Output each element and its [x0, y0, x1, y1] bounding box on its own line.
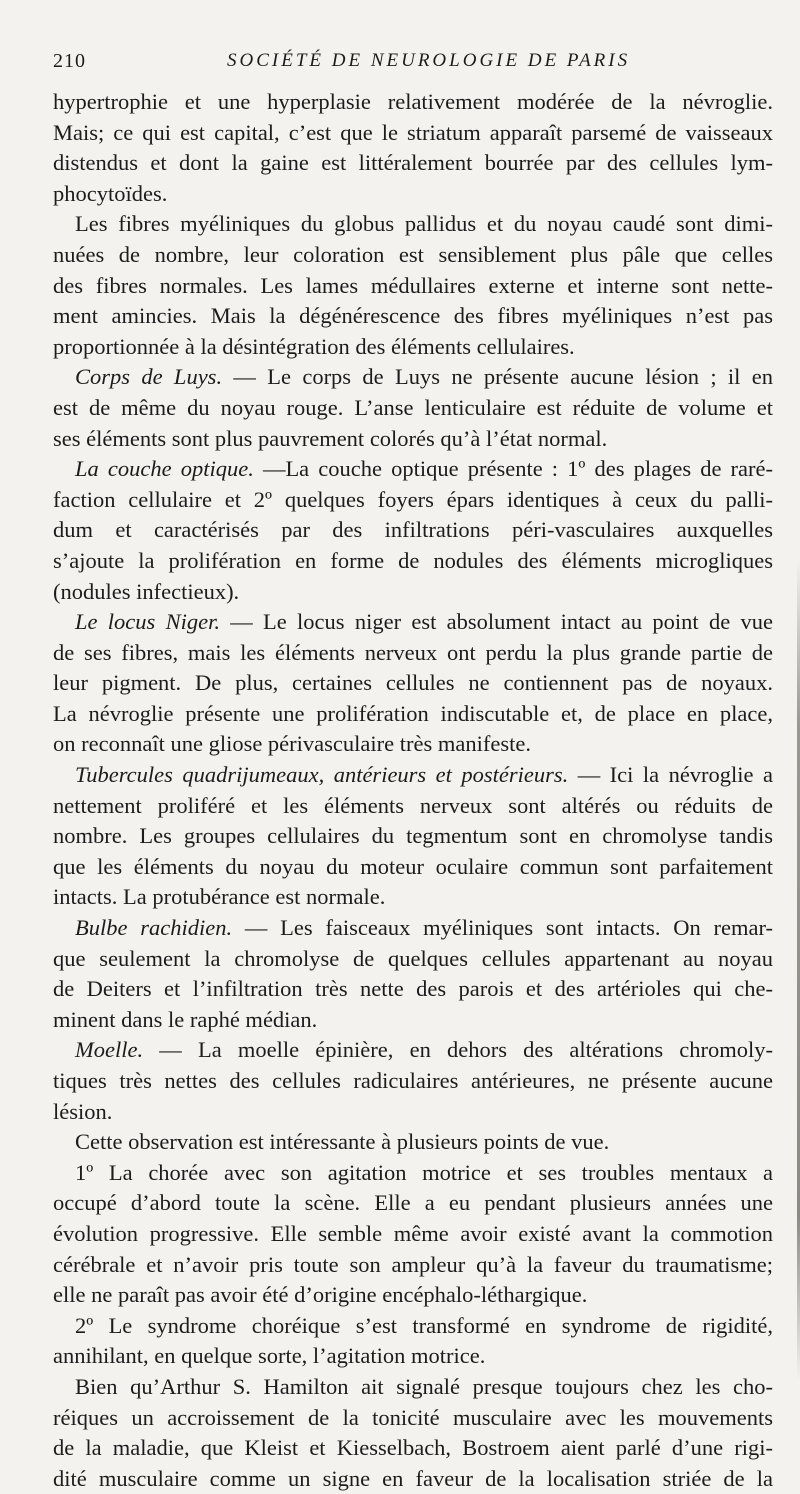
line-text: elle ne paraît pas avoir été d’origine encéphalo-léthargique.: [53, 1282, 588, 1308]
line-text: — Les faisceaux myéliniques sont intacts. On remar-: [232, 915, 773, 941]
section-heading: Tubercules quadrijumeaux, antérieurs et postérieurs.: [75, 762, 569, 788]
line-text: —La couche optique présente : 1º des plages de raré-: [253, 456, 774, 482]
text-line: [53, 1005, 773, 1036]
text-line: [53, 362, 773, 393]
text-line: [53, 1372, 773, 1403]
text-line: [53, 515, 773, 546]
line-text: est de même du noyau rouge. L’anse lenticulaire est réduite de volume et: [53, 394, 773, 420]
line-text: — Le corps de Luys ne présente aucune lésion ; il en: [222, 364, 774, 390]
line-text: Bien qu’Arthur S. Hamilton ait signalé presque toujours chez les cho-: [75, 1373, 773, 1399]
line-text: hypertrophie et une hyperplasie relativement modérée de la névroglie.: [53, 89, 773, 114]
line-text: cérébrale et n’avoir pris toute son ampleur qu’à la faveur du traumatisme;: [53, 1251, 773, 1277]
page-number: 210: [53, 50, 86, 72]
text-line: [53, 1311, 773, 1342]
line-text: nuées de nombre, leur coloration est sensiblement plus pâle que celles: [53, 241, 773, 267]
line-text: annihilant, en quelque sorte, l’agitation motrice.: [53, 1343, 486, 1369]
text-line: [53, 852, 773, 883]
text-line: [53, 1188, 773, 1219]
section-heading: Bulbe rachidien.: [75, 915, 233, 941]
text-line: [53, 546, 773, 577]
line-text: Cette observation est intéressante à plusieurs points de vue.: [75, 1129, 610, 1155]
text-line: [53, 179, 773, 210]
line-text: nombre. Les groupes cellulaires du tegmentum sont en chromolyse tandis: [53, 823, 773, 849]
text-line: [53, 760, 773, 791]
text-line: [53, 821, 773, 852]
text-line: [53, 699, 773, 730]
line-text: tiques très nettes des cellules radiculaires antérieures, ne présente aucune: [53, 1068, 773, 1093]
text-line: [53, 301, 773, 332]
line-text: lésion.: [53, 1098, 113, 1124]
line-text: Mais; ce qui est capital, c’est que le striatum apparaît parsemé de vaisseaux: [53, 119, 773, 145]
section-heading: La couche optique.: [75, 456, 254, 482]
body-text: [53, 87, 773, 1494]
line-text: — Le locus niger est absolument intact au point de vue: [219, 609, 773, 635]
text-line: [53, 1403, 773, 1434]
line-text: (nodules infectieux).: [53, 578, 240, 604]
text-line: [53, 1127, 773, 1158]
text-line: [53, 1035, 773, 1066]
text-line: [53, 607, 773, 638]
line-text: phocytoïdes.: [53, 180, 168, 206]
text-line: [53, 1341, 773, 1372]
text-line: [53, 424, 773, 455]
line-text: minent dans le raphé médian.: [53, 1006, 318, 1032]
text-line: [53, 791, 773, 822]
text-line: [53, 1250, 773, 1281]
line-text: de Deiters et l’infiltration très nette des parois et des artérioles qui che-: [53, 976, 773, 1002]
line-text: dité musculaire comme un signe en faveur de la localisation striée de la: [53, 1465, 773, 1491]
text-line: [53, 1464, 773, 1494]
line-text: faction cellulaire et 2º quelques foyers épars identiques à ceux du palli-: [53, 486, 773, 512]
line-text: on reconnaît une gliose périvasculaire très manifeste.: [53, 731, 531, 757]
line-text: de ses fibres, mais les éléments nerveux ont perdu la plus grande partie de: [53, 639, 773, 665]
line-text: ses éléments sont plus pauvrement colorés qu’à l’état normal.: [53, 425, 608, 451]
text-line: [53, 1219, 773, 1250]
text-line: [53, 485, 773, 516]
line-text: — Ici la névroglie a: [568, 762, 773, 788]
text-line: [53, 332, 773, 363]
line-text: Les fibres myéliniques du globus pallidus et du noyau caudé sont dimi-: [75, 211, 773, 237]
line-text: réiques un accroissement de la tonicité musculaire avec les mouvements: [53, 1404, 773, 1430]
text-line: [53, 974, 773, 1005]
text-line: [53, 638, 773, 669]
running-title: SOCIÉTÉ DE NEUROLOGIE DE PARIS: [227, 50, 631, 71]
text-line: [53, 240, 773, 271]
text-line: [53, 454, 773, 485]
text-line: [53, 1097, 773, 1128]
line-text: 2º Le syndrome choréique s’est transformé en syndrome de rigidité,: [75, 1312, 773, 1338]
text-line: [53, 729, 773, 760]
text-line: [53, 882, 773, 913]
line-text: La névroglie présente une prolifération indiscutable et, de place en place,: [53, 700, 773, 726]
line-text: de la maladie, que Kleist et Kiesselbach, Bostroem aient parlé d’une rigi-: [53, 1435, 773, 1461]
text-line: [53, 148, 773, 179]
text-line: [53, 393, 773, 424]
section-heading: Le locus Niger.: [75, 609, 220, 635]
line-text: que les éléments du noyau du moteur oculaire commun sont parfaitement: [53, 853, 773, 879]
line-text: des fibres normales. Les lames médullaires externe et interne sont nette-: [53, 272, 773, 298]
text-line: [53, 1066, 773, 1097]
text-line: [53, 209, 773, 240]
text-line: [53, 944, 773, 975]
line-text: 1º La chorée avec son agitation motrice et ses troubles mentaux a: [75, 1159, 773, 1185]
page-header: [53, 50, 772, 80]
text-line: [53, 668, 773, 699]
text-line: [53, 1433, 773, 1464]
section-heading: Moelle.: [75, 1037, 144, 1063]
section-heading: Corps de Luys.: [75, 364, 223, 390]
line-text: distendus et dont la gaine est littéralement bourrée par des cellules lym-: [53, 150, 773, 176]
line-text: dum et caractérisés par des infiltrations péri-vasculaires auxquelles: [53, 517, 773, 543]
text-line: [53, 87, 773, 118]
text-line: [53, 1280, 773, 1311]
line-text: évolution progressive. Elle semble même avoir existé avant la commotion: [53, 1220, 773, 1246]
line-text: ment amincies. Mais la dégénérescence des fibres myéliniques n’est pas: [53, 303, 773, 329]
text-line: [53, 1158, 773, 1189]
line-text: leur pigment. De plus, certaines cellules ne contiennent pas de noyaux.: [53, 670, 773, 696]
text-line: [53, 271, 773, 302]
line-text: proportionnée à la désintégration des éléments cellulaires.: [53, 333, 575, 359]
text-line: [53, 913, 773, 944]
text-line: [53, 118, 773, 149]
line-text: que seulement la chromolyse de quelques cellules appartenant au noyau: [53, 945, 773, 971]
line-text: — La moelle épinière, en dehors des altérations chromoly-: [143, 1037, 773, 1063]
line-text: s’ajoute la prolifération en forme de nodules des éléments microgliques: [53, 547, 773, 573]
line-text: nettement proliféré et les éléments nerveux sont altérés ou réduits de: [53, 792, 773, 818]
line-text: intacts. La protubérance est normale.: [53, 884, 386, 910]
text-line: [53, 577, 773, 608]
line-text: occupé d’abord toute la scène. Elle a eu pendant plusieurs années une: [53, 1190, 773, 1216]
